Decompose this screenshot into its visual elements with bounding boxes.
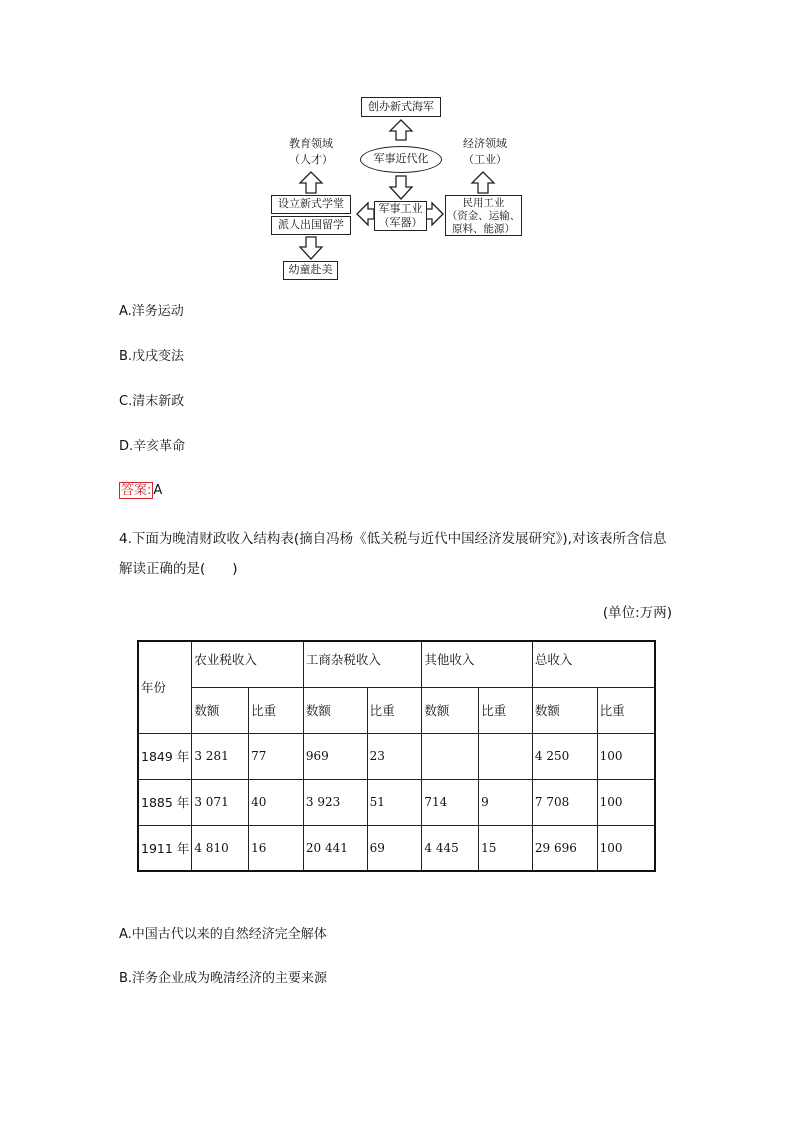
table-cell: 3 281	[192, 733, 249, 779]
sub-header: 比重	[249, 687, 304, 733]
table-cell: 23	[367, 733, 422, 779]
table-cell	[422, 733, 479, 779]
arrow-down-icon	[390, 176, 412, 199]
sub-header: 比重	[597, 687, 655, 733]
table-cell: 4 250	[532, 733, 597, 779]
arrow-up-icon	[300, 172, 322, 193]
table-cell: 100	[597, 825, 655, 871]
sub-header: 数额	[192, 687, 249, 733]
answer	[119, 482, 162, 500]
table-cell: 969	[303, 733, 367, 779]
civil-industry-box: 民用工业 （资金、运输、 原料、能源）	[446, 197, 521, 235]
table-cell: 16	[249, 825, 304, 871]
table-cell: 40	[249, 779, 304, 825]
diagram	[0, 0, 794, 300]
sub-header: 比重	[479, 687, 533, 733]
sub-header: 数额	[532, 687, 597, 733]
arrow-left-icon	[357, 203, 374, 225]
table-row	[138, 825, 655, 871]
answer-label: 答案:	[121, 483, 152, 498]
table-cell: 100	[597, 779, 655, 825]
sub-header: 比重	[367, 687, 422, 733]
table-cell: 29 696	[532, 825, 597, 871]
year-header: 年份	[138, 641, 192, 733]
sub-header: 数额	[303, 687, 367, 733]
group-header: 农业税收入	[192, 641, 304, 687]
question-4: 4.下面为晚清财政收入结构表(摘自冯杨《低关税与近代中国经济发展研究》),对该表所含信息解读正确的是( )	[119, 531, 667, 577]
table-cell: 20 441	[303, 825, 367, 871]
table-cell: 15	[479, 825, 533, 871]
table-cell: 9	[479, 779, 533, 825]
option-d: D.辛亥革命	[119, 439, 186, 454]
answer-value: A	[153, 483, 163, 498]
table-cell: 51	[367, 779, 422, 825]
economic-field: 经济领域 （工业）	[456, 136, 514, 170]
unit-label: (单位:万两)	[602, 605, 672, 621]
option-a: A.洋务运动	[119, 304, 184, 319]
year-cell: 1885 年	[138, 779, 192, 825]
table-cell: 7 708	[532, 779, 597, 825]
table-row	[138, 779, 655, 825]
arrow-right-icon	[426, 203, 443, 225]
table-cell: 4 445	[422, 825, 479, 871]
year-cell: 1911 年	[138, 825, 192, 871]
group-header: 总收入	[532, 641, 655, 687]
table-cell: 100	[597, 733, 655, 779]
new-school-box: 设立新式学堂	[271, 195, 351, 214]
group-header: 其他收入	[422, 641, 533, 687]
fiscal-revenue-table	[137, 640, 656, 872]
study-abroad-box: 派人出国留学	[271, 216, 351, 235]
education-field: 教育领域 （人才）	[280, 136, 342, 170]
arrow-up-icon	[390, 120, 412, 140]
navy-box: 创办新式海军	[361, 97, 441, 117]
children-to-usa-box: 幼童赴美	[283, 261, 338, 280]
table-cell: 69	[367, 825, 422, 871]
table-cell: 3 071	[192, 779, 249, 825]
group-header: 工商杂税收入	[303, 641, 421, 687]
table-cell: 77	[249, 733, 304, 779]
option-c: C.清末新政	[119, 394, 185, 409]
arrow-down-icon	[300, 237, 322, 259]
sub-header: 数额	[422, 687, 479, 733]
table-cell: 4 810	[192, 825, 249, 871]
military-modernization-ellipse: 军事近代化	[360, 146, 442, 173]
table-cell: 714	[422, 779, 479, 825]
table-row	[138, 733, 655, 779]
year-cell: 1849 年	[138, 733, 192, 779]
table-cell: 3 923	[303, 779, 367, 825]
option-b: B.戊戌变法	[119, 349, 185, 364]
military-industry-box: 军事工业 （军器）	[374, 201, 427, 231]
option-a: A.中国古代以来的自然经济完全解体	[119, 927, 327, 942]
option-b: B.洋务企业成为晚清经济的主要来源	[119, 971, 328, 986]
table-cell	[479, 733, 533, 779]
arrow-up-icon	[472, 172, 494, 193]
